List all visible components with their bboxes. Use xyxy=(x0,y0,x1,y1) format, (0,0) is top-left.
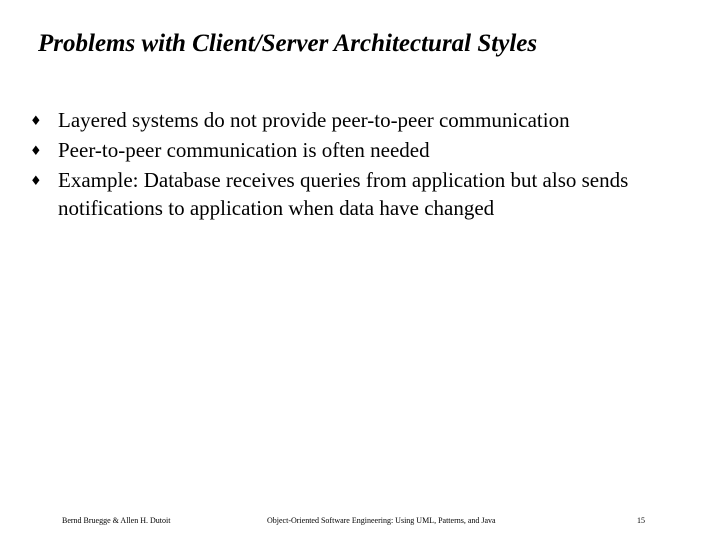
bullet-item xyxy=(30,106,670,136)
page-number: 15 xyxy=(637,516,645,525)
diamond-bullet-icon: ♦ xyxy=(30,114,42,129)
bullet-text: Layered systems do not provide peer-to-peer communication xyxy=(58,108,570,132)
slide-title: Problems with Client/Server Architectural Styles xyxy=(38,30,538,57)
diamond-bullet-icon: ♦ xyxy=(30,144,42,159)
bullet-item xyxy=(30,136,670,166)
bullet-text: Example: Database receives queries from application but also sends notifications to application when data have changed xyxy=(58,168,629,220)
bullet-list xyxy=(30,106,670,222)
footer-authors: Bernd Bruegge & Allen H. Dutoit xyxy=(62,516,171,525)
footer-book-title: Object-Oriented Software Engineering: Using UML, Patterns, and Java xyxy=(267,516,496,525)
diamond-bullet-icon: ♦ xyxy=(30,174,42,189)
bullet-text: Peer-to-peer communication is often needed xyxy=(58,138,430,162)
bullet-item xyxy=(30,166,670,222)
